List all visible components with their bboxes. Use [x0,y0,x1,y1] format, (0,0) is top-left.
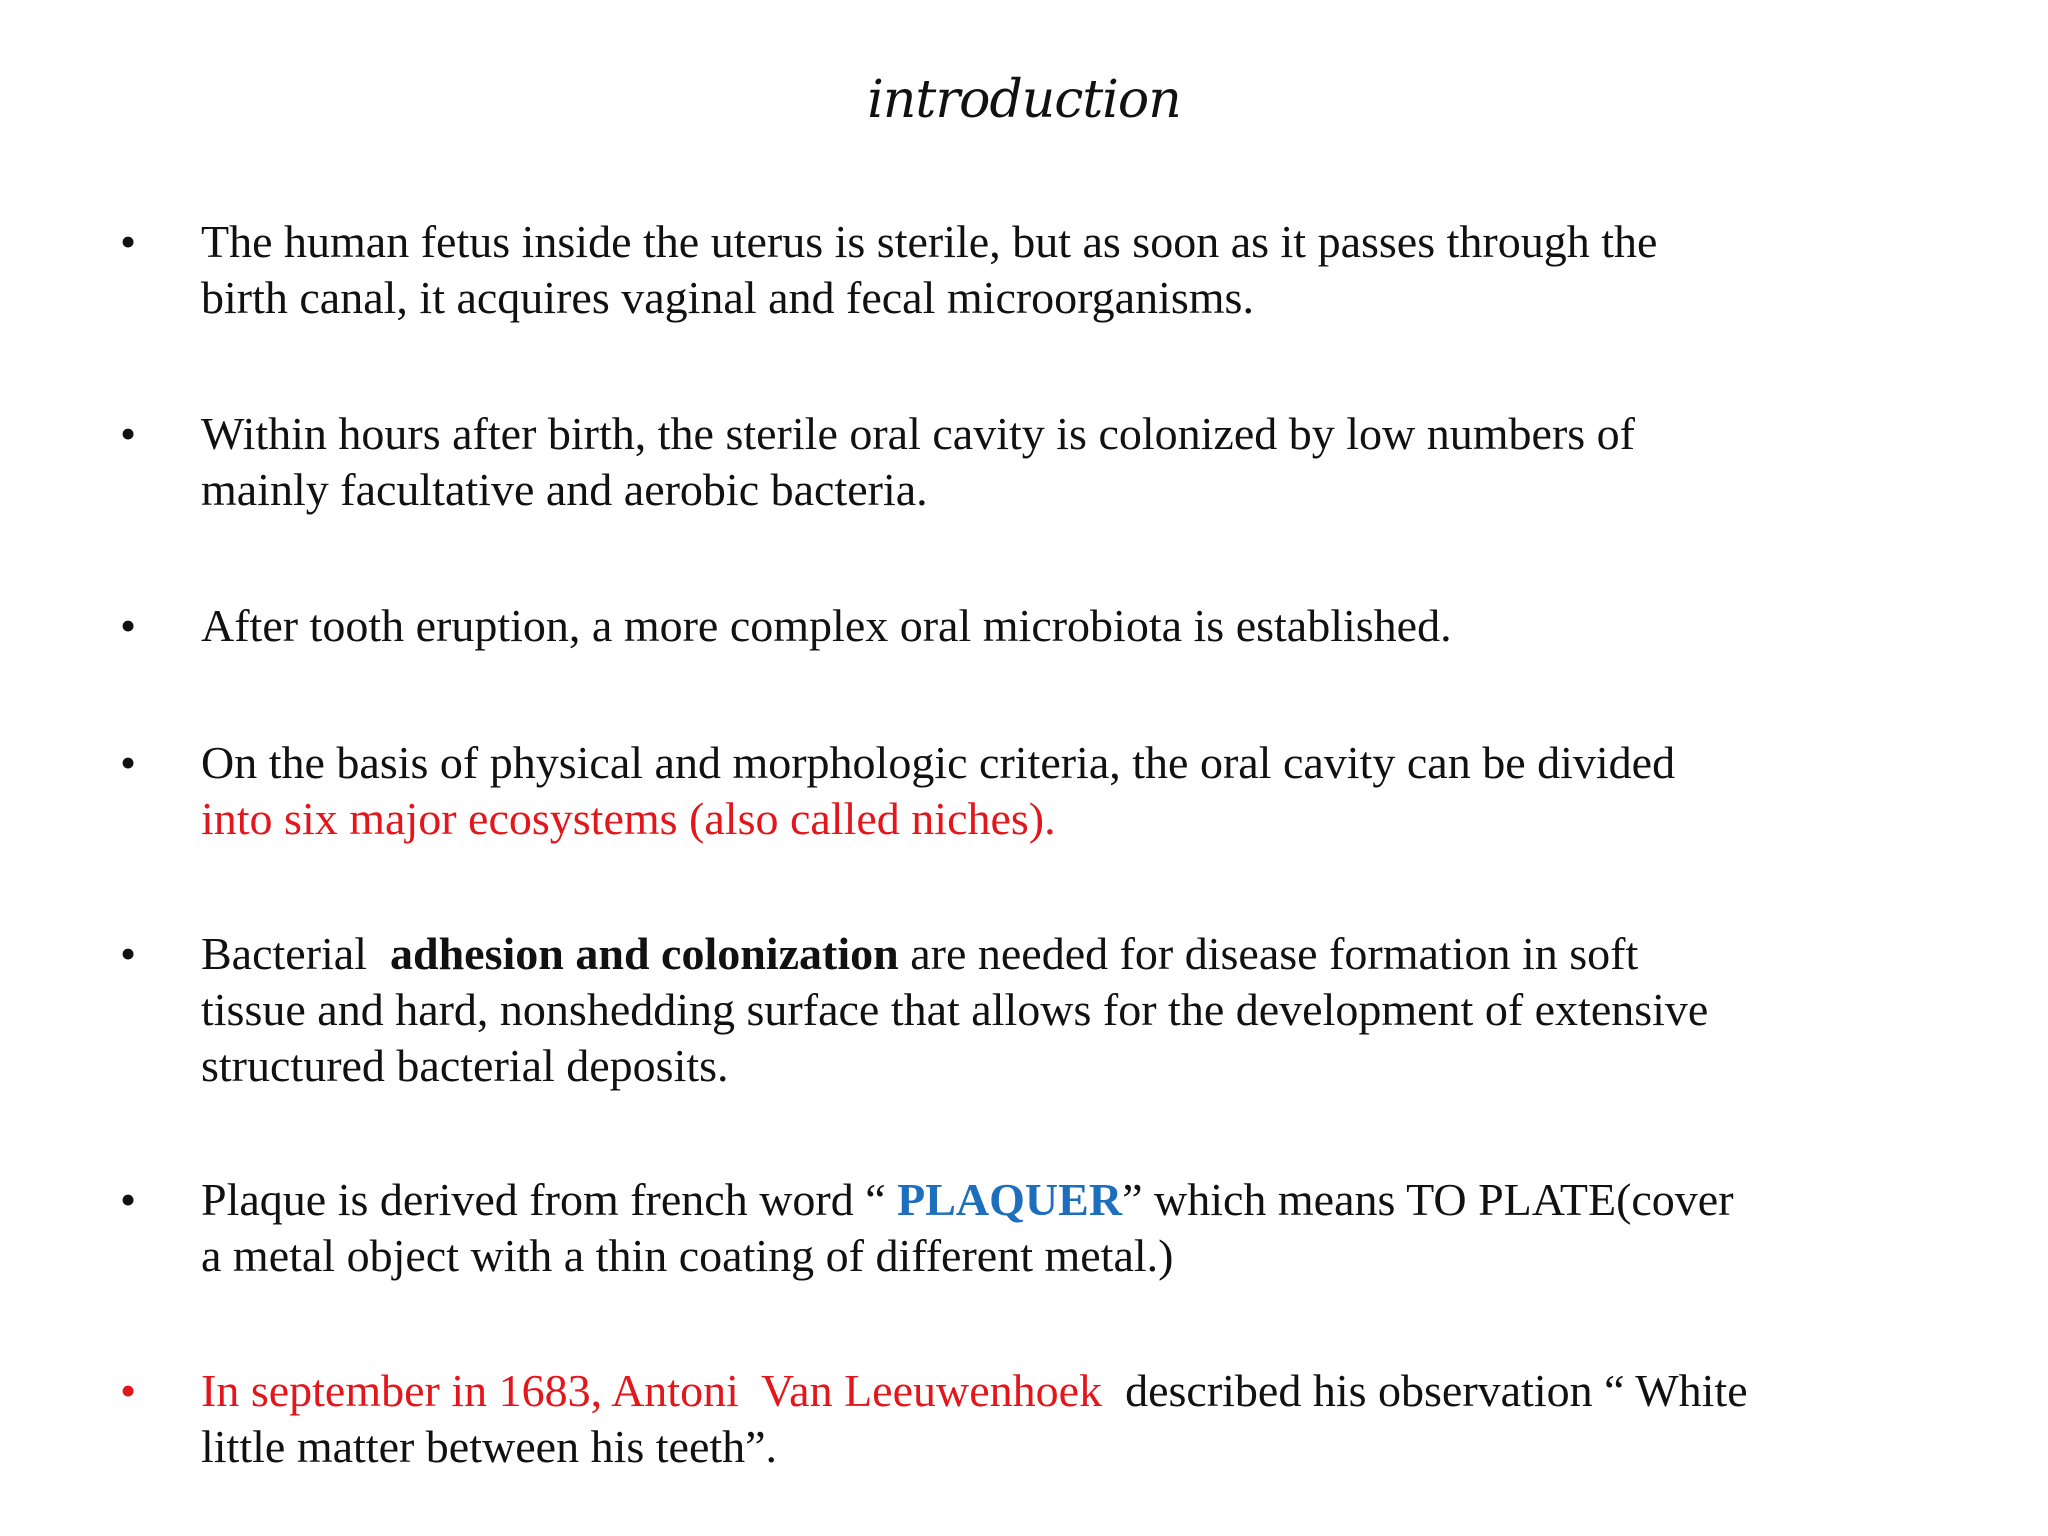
bullet-line-end: are needed for disease formation in soft [898,928,1639,979]
bullet-line: birth canal, it acquires vaginal and fecal microorganisms. [201,272,1254,323]
bullet-dot: • [120,1365,137,1416]
bullet-text [201,926,1971,1094]
bullet-dot: • [120,928,137,979]
bullet-line-start: Plaque is derived from french word “ [201,1174,898,1225]
bullet-line: Within hours after birth, the sterile oral cavity is colonized by low numbers of [201,408,1635,459]
bullet-line: structured bacterial deposits. [201,1040,729,1091]
bullet-line: After tooth eruption, a more complex oral microbiota is established. [201,600,1452,651]
highlighted-term: PLAQUER [897,1174,1123,1225]
bullet-line: a metal object with a thin coating of different metal.) [201,1230,1174,1281]
bullet-text [201,406,1971,518]
highlighted-text: In september in 1683, Antoni Van Leeuwenhoek [201,1365,1103,1416]
bullet-dot: • [120,737,137,788]
bullet-text [201,598,1971,654]
bullet-dot: • [120,408,137,459]
bullet-text [201,214,1971,326]
bullet-dot: • [120,216,137,267]
bullet-text [201,1172,1971,1284]
bullet-line-start: Bacterial [201,928,391,979]
bullet-line: little matter between his teeth”. [201,1421,778,1472]
bullet-line: On the basis of physical and morphologic criteria, the oral cavity can be divided [201,737,1676,788]
bullet-text [201,735,1971,847]
bullet-dot: • [120,600,137,651]
bullet-line: tissue and hard, nonshedding surface that allows for the development of extensive [201,984,1709,1035]
bold-term: adhesion and colonization [390,928,899,979]
slide-title: introduction [867,70,1181,130]
bullet-line: mainly facultative and aerobic bacteria. [201,464,928,515]
bullet-line-end: ” which means TO PLATE(cover [1122,1174,1734,1225]
highlighted-text: into six major ecosystems (also called niches). [201,793,1056,844]
bullet-line: The human fetus inside the uterus is sterile, but as soon as it passes through the [201,216,1658,267]
bullet-line-end: described his observation “ White [1102,1365,1748,1416]
bullet-dot: • [120,1174,137,1225]
bullet-text [201,1363,1971,1475]
